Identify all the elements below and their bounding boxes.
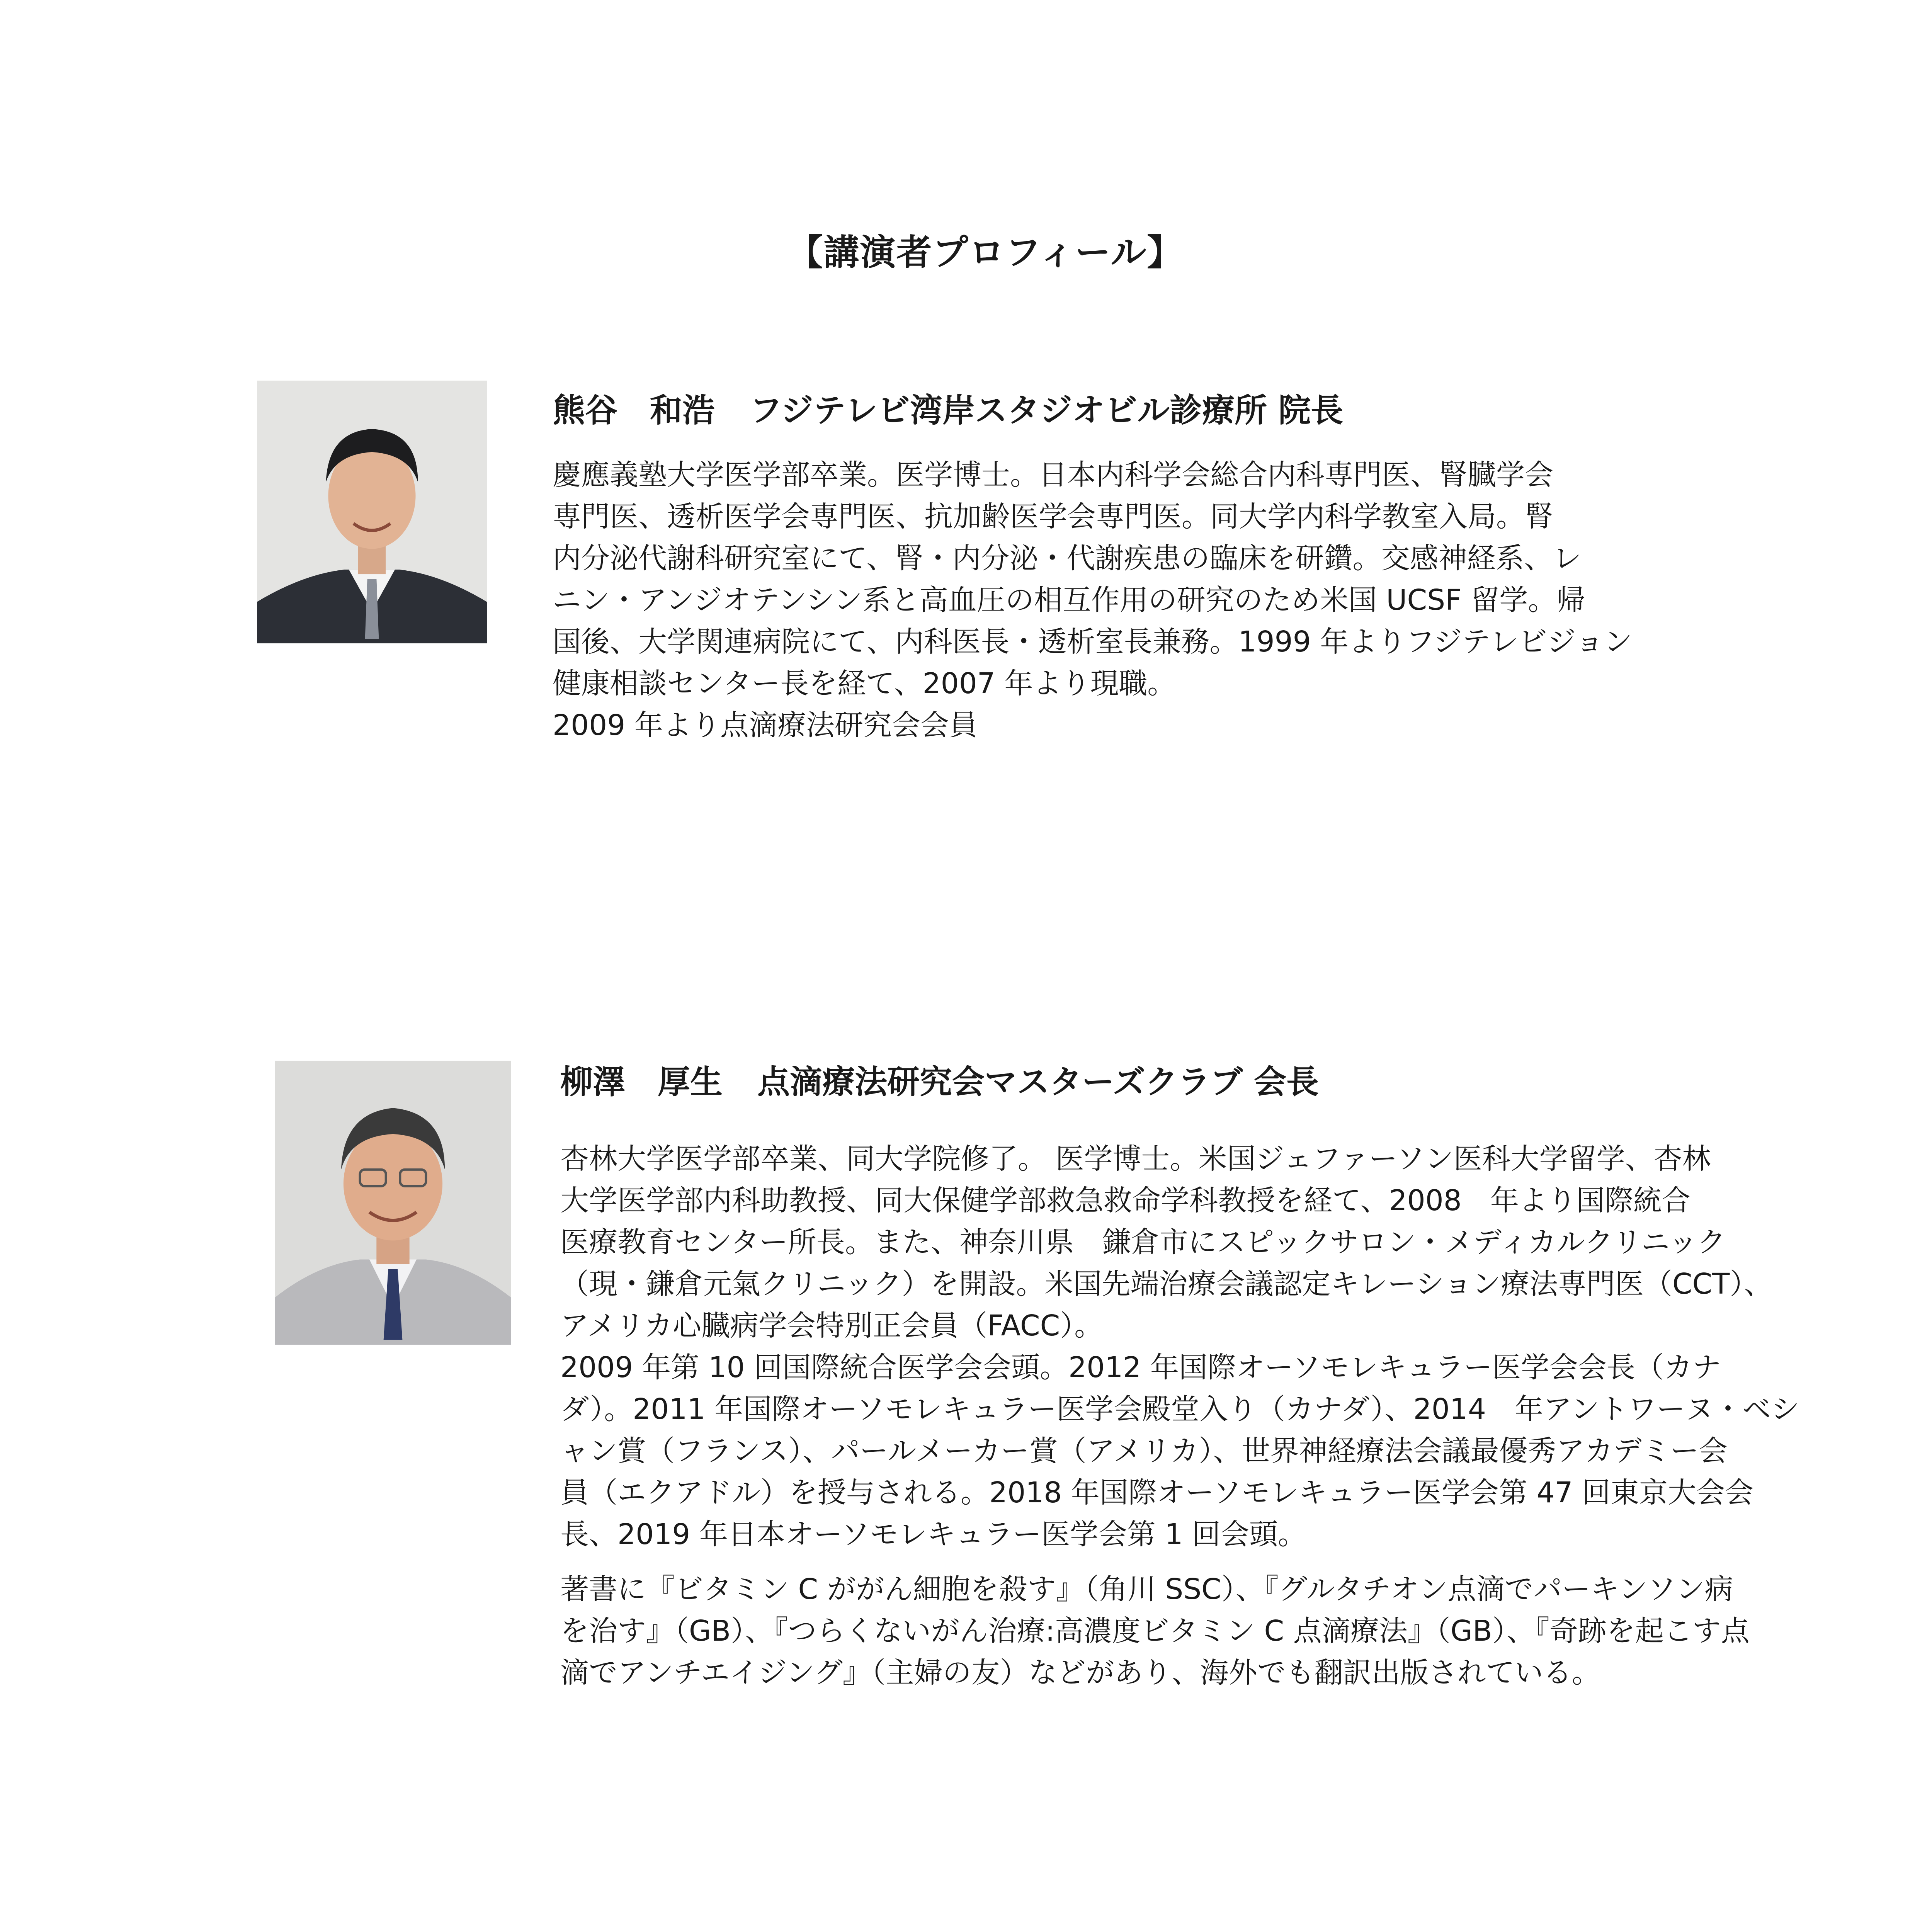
bio-line: 大学医学部内科助教授、同大保健学部救急救命学科教授を経て、2008 年より国際統合 bbox=[560, 1184, 1690, 1217]
speaker-2-bio bbox=[560, 1138, 1851, 1694]
bio-line: 杏林大学医学部卒業、同大学院修了。 医学博士。米国ジェファーソン医科大学留学、杏林 bbox=[560, 1142, 1711, 1175]
speaker-1-bio bbox=[553, 454, 1704, 746]
bio-line: ャン賞（フランス）、パールメーカー賞（アメリカ）、世界神経療法会議最優秀アカデミー会 bbox=[560, 1434, 1728, 1468]
bio-line: アメリカ心臓病学会特別正会員（FACC）。 bbox=[560, 1309, 1103, 1342]
speaker-2-name: 柳澤 厚生 bbox=[560, 1063, 723, 1101]
speaker-2-photo bbox=[275, 1061, 511, 1345]
speaker-1-affiliation: フジテレビ湾岸スタジオビル診療所 院長 bbox=[750, 391, 1344, 429]
page-title: 【講演者プロフィール】 bbox=[787, 232, 1184, 273]
bio-line: ニン・アンジオテンシン系と高血圧の相互作用の研究のため米国 UCSF 留学。帰 bbox=[553, 583, 1585, 617]
books-line: を治す』（GB）、『つらくないがん治療:高濃度ビタミン C 点滴療法』（GB）、『奇跡を起こす点 bbox=[560, 1614, 1750, 1648]
bio-line: 2009 年より点滴療法研究会会員 bbox=[553, 709, 978, 742]
bio-line: 員（エクアドル）を授与される。2018 年国際オーソモレキュラー医学会第 47 回東京大会会 bbox=[560, 1476, 1754, 1509]
bio-line: 国後、大学関連病院にて、内科医長・透析室長兼務。1999 年よりフジテレビジョン bbox=[553, 625, 1633, 658]
books-line: 滴でアンチエイジング』（主婦の友）などがあり、海外でも翻訳出版されている。 bbox=[560, 1656, 1600, 1689]
bio-line: 長、2019 年日本オーソモレキュラー医学会第 1 回会頭。 bbox=[560, 1518, 1307, 1551]
bio-line: 内分泌代謝科研究室にて、腎・内分泌・代謝疾患の臨床を研鑽。交感神経系、レ bbox=[553, 542, 1582, 575]
bio-line: 2009 年第 10 回国際統合医学会会頭。2012 年国際オーソモレキュラー医学会会長（カナ bbox=[560, 1351, 1721, 1384]
speaker-2-books bbox=[560, 1568, 1851, 1694]
bio-line: 健康相談センター長を経て、2007 年より現職。 bbox=[553, 667, 1176, 700]
speaker-2-affiliation: 点滴療法研究会マスターズクラブ 会長 bbox=[757, 1063, 1319, 1101]
bio-line: ダ）。2011 年国際オーソモレキュラー医学会殿堂入り（カナダ）、2014 年アントワーヌ・ベシ bbox=[560, 1393, 1799, 1426]
speaker-2-heading bbox=[560, 1063, 1319, 1101]
bio-line: 医療教育センター所長。また、神奈川県 鎌倉市にスピックサロン・メディカルクリニック bbox=[560, 1226, 1726, 1259]
bio-line: （現・鎌倉元氣クリニック）を開設。米国先端治療会議認定キレーション療法専門医（CCT）、 bbox=[560, 1267, 1773, 1301]
bio-line: 慶應義塾大学医学部卒業。医学博士。日本内科学会総合内科専門医、腎臓学会 bbox=[553, 458, 1553, 492]
speaker-1-heading bbox=[553, 391, 1344, 429]
books-line: 著書に『ビタミン C ががん細胞を殺す』（角川 SSC）、『グルタチオン点滴でパーキンソン病 bbox=[560, 1573, 1733, 1606]
speaker-1-name: 熊谷 和浩 bbox=[553, 391, 715, 429]
speaker-1-photo bbox=[257, 381, 487, 643]
bio-line: 専門医、透析医学会専門医、抗加齢医学会専門医。同大学内科学教室入局。腎 bbox=[553, 500, 1553, 533]
